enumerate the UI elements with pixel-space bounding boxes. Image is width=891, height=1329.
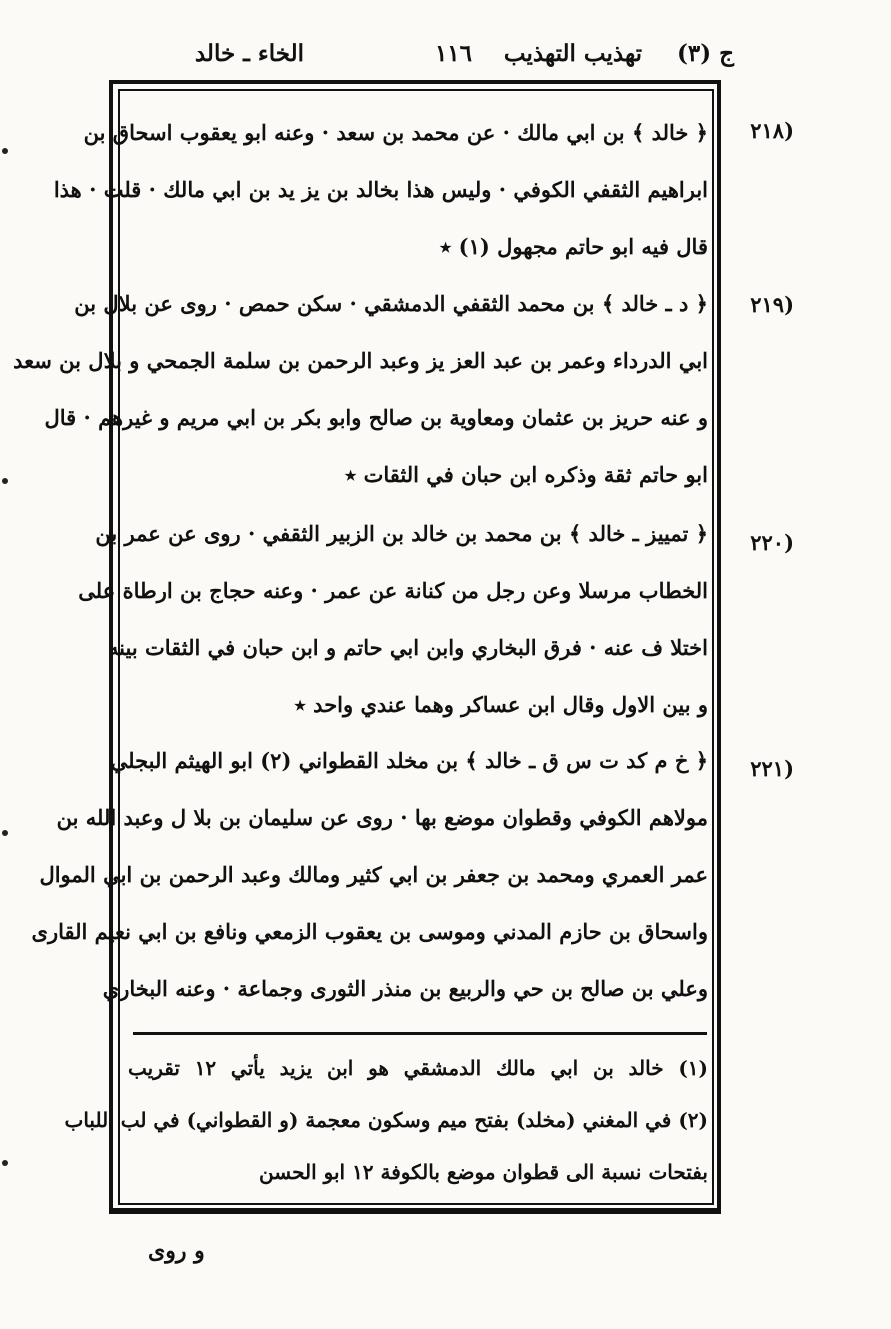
text-line: و عنه حريز بن عثمان ومعاوية بن صالح وابو بكر بن ابي مريم و غيرهم · قال	[44, 405, 708, 430]
footnote-divider	[133, 1032, 707, 1035]
text-line: عمر العمري ومحمد بن جعفر بن ابي كثير ومالك وعبد الرحمن بن ابي الموال	[39, 862, 708, 887]
text-line: مولاهم الكوفي وقطوان موضع بها · روى عن سليمان بن بلا ل وعبد الله بن	[56, 805, 708, 830]
entry-218	[53, 104, 708, 275]
catchword: و روى	[148, 1238, 205, 1264]
entry-number-218: (٢١٨	[750, 118, 794, 143]
text-line: و بين الاول وقال ابن عساكر وهما عندي واحد ٭	[294, 692, 708, 717]
page-number: ١١٦	[434, 40, 472, 67]
scan-speck	[2, 148, 8, 154]
entry-number-219: (٢١٩	[750, 292, 794, 317]
text-line: ابو حاتم ثقة وذكره ابن حبان في الثقات ٭	[344, 462, 708, 487]
text-line: واسحاق بن حازم المدني وموسى بن يعقوب الزمعي ونافع بن ابي نعيم القارى	[31, 919, 708, 944]
text-line: الخطاب مرسلا وعن رجل من كنانة عن عمر · وعنه حجاج بن ارطاة على	[78, 578, 708, 603]
text-line: وعلي بن صالح بن حي والربيع بن منذر الثورى وجماعة · وعنه البخاري	[102, 976, 708, 1001]
footnote-line: (١) خالد بن ابي مالك الدمشقي هو ابن يزيد يأتي ١٢ تقريب	[128, 1056, 709, 1080]
footnotes	[64, 1042, 709, 1198]
scan-speck	[2, 1160, 8, 1166]
text-line: قال فيه ابو حاتم مجهول (١) ٭	[439, 234, 708, 259]
scan-speck	[2, 478, 8, 484]
text-line: ﴿ خ م كد ت س ق ـ خالد ﴾ بن مخلد القطواني (٢) ابو الهيثم البجلي	[110, 748, 708, 773]
text-line: اختلا ف عنه · فرق البخاري وابن ابي حاتم و ابن حبان في الثقات بينه	[107, 635, 708, 660]
text-line: ﴿ د ـ خالد ﴾ بن محمد الثقفي الدمشقي · سكن حمص · روى عن بلال بن	[74, 291, 708, 316]
text-line: ابراهيم الثقفي الكوفي · وليس هذا بخالد بن يز يد بن ابي مالك · قلت · هذا	[53, 177, 708, 202]
footnote-line: (٢) في المغني (مخلد) بفتح ميم وسكون معجمة (و القطواني) في لب اللباب	[64, 1108, 708, 1132]
text-line: ﴿ خالد ﴾ بن ابي مالك · عن محمد بن سعد · وعنه ابو يعقوب اسحاق بن	[83, 120, 708, 145]
section-title: الخاء ـ خالد	[194, 40, 304, 67]
book-title: تهذيب التهذيب	[503, 40, 642, 67]
entry-221	[31, 732, 708, 1017]
text-line: ﴿ تمييز ـ خالد ﴾ بن محمد بن خالد بن الزبير الثقفي · روى عن عمر بن	[95, 521, 708, 546]
footnote-line: بفتحات نسبة الى قطوان موضع بالكوفة ١٢ ابو الحسن	[259, 1160, 708, 1184]
text-line: ابي الدرداء وعمر بن عبد العز يز وعبد الرحمن بن سلمة الجمحي و بلال بن سعد	[13, 348, 708, 373]
page-header	[112, 40, 734, 76]
entry-219	[13, 275, 708, 503]
entry-number-220: (٢٢٠	[750, 530, 794, 555]
scan-speck	[2, 830, 8, 836]
volume-label: ج (٣)	[677, 40, 734, 67]
entry-220	[78, 505, 708, 733]
entry-number-221: (٢٢١	[750, 756, 794, 781]
